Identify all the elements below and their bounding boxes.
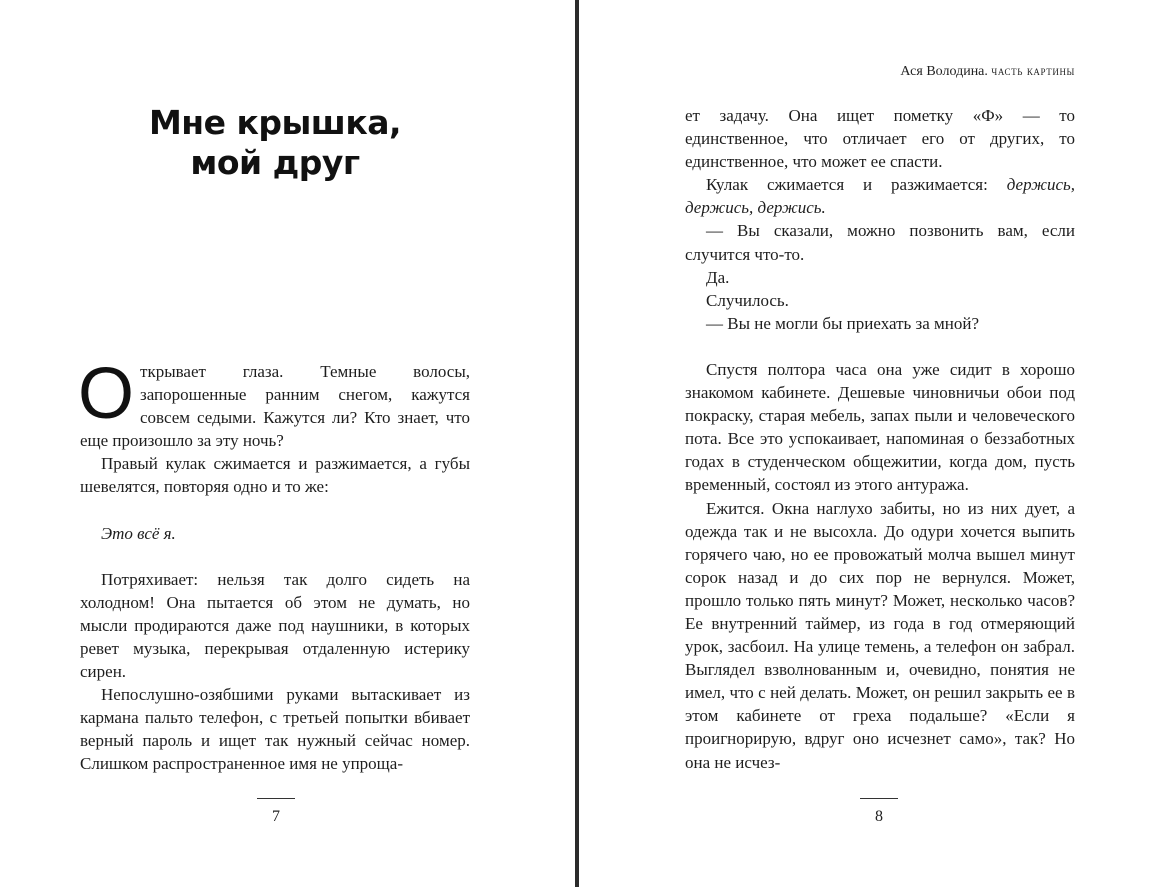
paragraph-fist-italic: держись, держись, держись. — [685, 175, 1076, 218]
right-body-text — [685, 104, 1075, 774]
dialogue-line-3: Случилось. — [706, 290, 789, 310]
left-body-text — [78, 354, 470, 776]
page-number-left — [256, 798, 296, 826]
dialogue-line-2: Да. — [706, 267, 730, 287]
running-head-title: часть картины — [991, 63, 1075, 78]
book-spine — [575, 0, 579, 887]
dialogue-line-1: — Вы сказали, можно позвонить вам, если случится что-то. — [685, 221, 1075, 264]
paragraph-1 — [78, 354, 470, 452]
paragraph-shiver: Ежится. Окна наглухо забиты, но из них дует, а одежда так и не высохла. До одури хочется выпить горячего чаю, но ее провожатый молча вышел минут сорок назад и до сих пор не вернулся. Может, прошло только пять минут? Может, несколько часов? Ее внутренний таймер, из года в год отмеряющий урок, засбоил. На улице темень, а телефон он забрал. Выглядел взволнованным и, очевидно, понятия не имел, что с ней делать. Может, он решил закрыть ее в этом кабинете от греха подальше? «Если я проигнорирую, вдруг оно исчезнет само», так? Но она не исчез- — [685, 498, 1075, 772]
page-number-right — [859, 798, 899, 826]
running-head-author: Ася Володина. — [900, 64, 988, 79]
chapter-title — [80, 103, 470, 183]
paragraph-3: Потряхивает: нельзя так долго сидеть на холодном! Она пытается об этом не думать, но мысли продираются даже под наушники, в которых ревет музыка, перекрывая отдаленную истерику сирен. — [80, 569, 470, 682]
chapter-title-line-1: Мне крышка, — [148, 103, 402, 142]
paragraph-continued: ет задачу. Она ищет пометку «Ф» — то единственное, что отличает его от других, то единственное, что может ее спасти. — [685, 106, 1075, 172]
folio-rule — [860, 798, 898, 799]
paragraph-fist-text: Кулак сжимается и разжимается: — [706, 175, 988, 195]
chapter-title-line-2: мой друг — [190, 143, 360, 182]
left-page — [0, 0, 576, 887]
folio-rule — [257, 798, 295, 799]
epigraph — [80, 522, 470, 545]
right-page — [580, 0, 1158, 887]
epigraph-text: Это всё я. — [101, 523, 176, 543]
paragraph-4: Непослушно-озябшими руками вытаскивает из кармана пальто телефон, с третьей попытки вбивает верный пароль и ищет так нужный сейчас номер. Слишком распространенное имя не упроща- — [80, 685, 470, 774]
paragraph-2: Правый кулак сжимается и разжимается, а губы шевелятся, повторяя одно и то же: — [80, 454, 470, 497]
paragraph-fist — [685, 173, 1075, 219]
paragraph-office: Спустя полтора часа она уже сидит в хорошо знакомом кабинете. Дешевые чиновничьи обои под покраску, старая мебель, запах пыли и человеческого пота. Все это успокаивает, напоминая о беззаботных годах в студенческом общежитии, когда дом, пусть временный, состоял из этого антуража. — [685, 359, 1075, 495]
running-head — [685, 63, 1075, 80]
drop-cap: О — [78, 354, 135, 434]
page-number-text: 8 — [875, 808, 883, 825]
paragraph-1-text: ткрывает глаза. Темные волосы, запорошенные ранним снегом, кажутся совсем седыми. Кажутся ли? Кто знает, что еще произошло за эту ночь? — [80, 362, 470, 451]
page-number-text: 7 — [272, 808, 280, 825]
dialogue-line-4: — Вы не могли бы приехать за мной? — [706, 313, 980, 333]
